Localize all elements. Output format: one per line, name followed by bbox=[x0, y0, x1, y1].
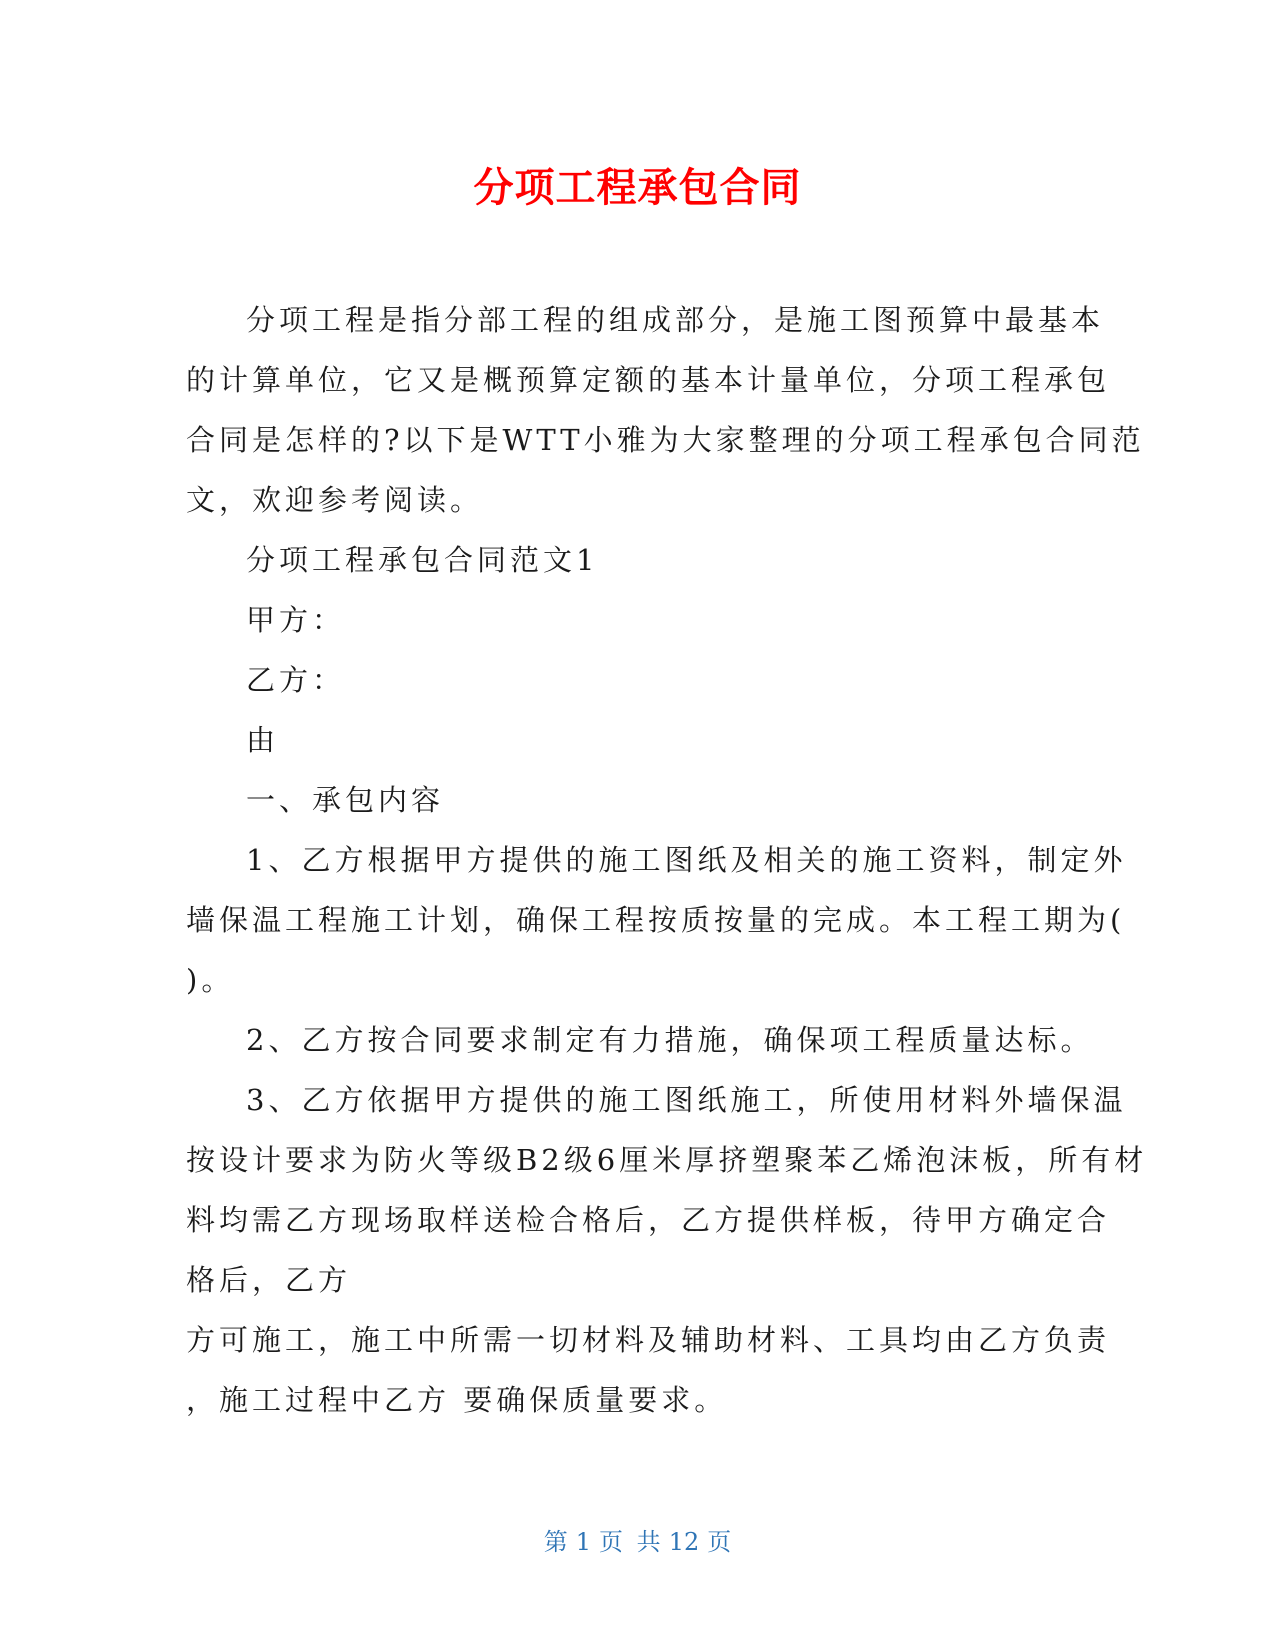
text-line: 3、乙方依据甲方提供的施工图纸施工，所使用材料外墙保温 bbox=[246, 1083, 1127, 1117]
footer-page-number: 1 bbox=[575, 1528, 592, 1556]
text-line: 分项工程承包合同范文1 bbox=[246, 543, 599, 577]
text-line: 2、乙方按合同要求制定有力措施，确保项工程质量达标。 bbox=[246, 1023, 1094, 1057]
text-line: 1、乙方根据甲方提供的施工图纸及相关的施工资料，制定外 bbox=[246, 843, 1127, 877]
text-line: 文，欢迎参考阅读。 bbox=[186, 483, 484, 517]
text-line: 方可施工，施工中所需一切材料及辅助材料、工具均由乙方负责 bbox=[186, 1323, 1111, 1357]
text-line: 的计算单位，它又是概预算定额的基本计量单位，分项工程承包 bbox=[186, 363, 1111, 397]
text-line: 乙方： bbox=[246, 663, 346, 697]
document-title: 分项工程承包合同 bbox=[473, 165, 802, 211]
document-body bbox=[186, 290, 1148, 1430]
text-line: 甲方： bbox=[246, 603, 346, 637]
text-line: 墙保温工程施工计划，确保工程按质按量的完成。本工程工期为( bbox=[186, 903, 1126, 937]
text-line: )。 bbox=[186, 963, 235, 997]
page-footer bbox=[0, 1526, 1275, 1558]
text-line: 由 bbox=[246, 723, 280, 757]
text-line: 一、承包内容 bbox=[246, 783, 445, 817]
text-line: 按设计要求为防火等级B2级6厘米厚挤塑聚苯乙烯泡沫板，所有材 bbox=[186, 1143, 1148, 1177]
text-line: 格后，乙方 bbox=[186, 1263, 352, 1297]
footer-mid: 页 共 bbox=[599, 1528, 661, 1556]
footer-total-pages: 12 bbox=[668, 1528, 700, 1556]
text-line: 料均需乙方现场取样送检合格后，乙方提供样板，待甲方确定合 bbox=[186, 1203, 1111, 1237]
footer-prefix: 第 bbox=[543, 1528, 568, 1556]
footer-suffix: 页 bbox=[707, 1528, 732, 1556]
text-line: 合同是怎样的?以下是WTT小雅为大家整理的分项工程承包合同范 bbox=[186, 423, 1145, 457]
text-line: 分项工程是指分部工程的组成部分，是施工图预算中最基本 bbox=[246, 303, 1105, 337]
text-line: ，施工过程中乙方 要确保质量要求。 bbox=[186, 1383, 728, 1417]
